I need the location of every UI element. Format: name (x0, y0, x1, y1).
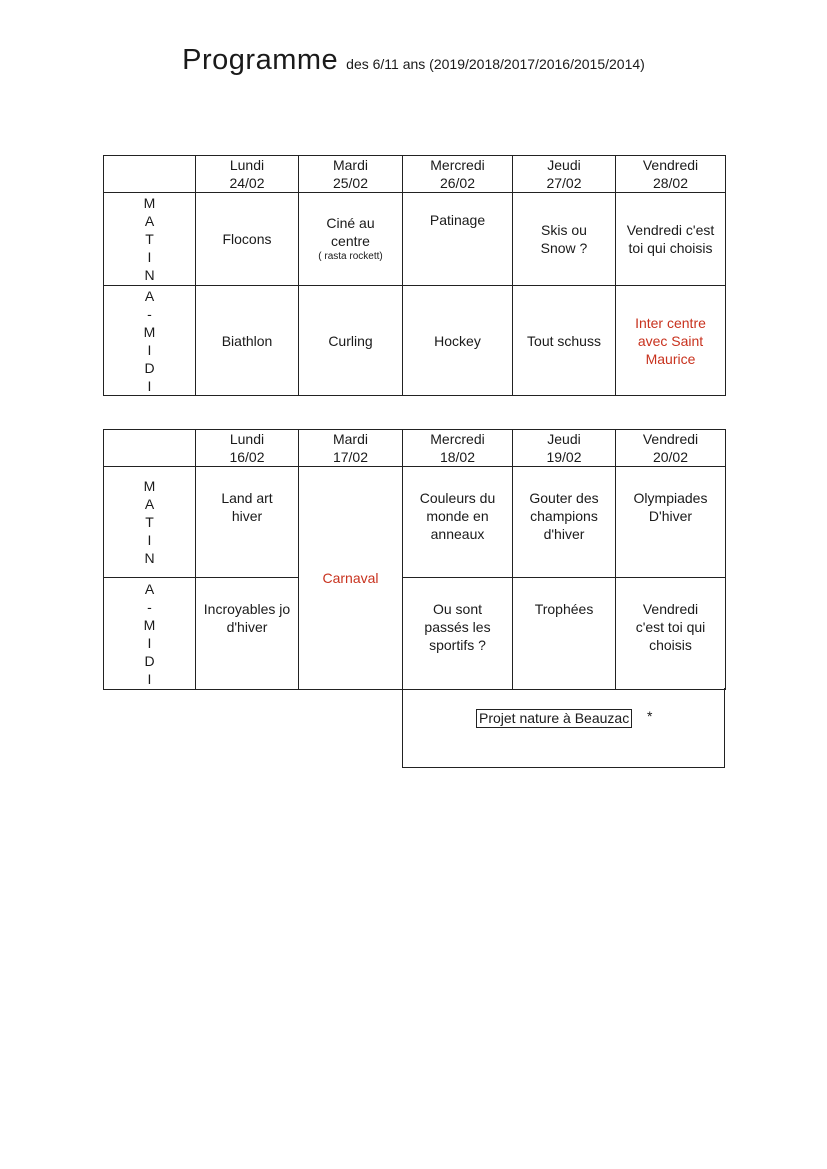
activity-cell: Land art hiver (196, 467, 299, 578)
period-label-matin: M A T I N (104, 467, 196, 578)
day-header: Mercredi 26/02 (403, 156, 513, 193)
projet-asterisk: * (647, 708, 653, 724)
morning-row (104, 467, 726, 578)
morning-row (104, 193, 726, 286)
period-label-apres-midi: A - M I D I (104, 578, 196, 690)
activity-cell: Olympiades D'hiver (616, 467, 726, 578)
day-header: Mardi 25/02 (299, 156, 403, 193)
activity-cell: Vendredi c'est toi qui choisis (616, 578, 726, 690)
day-header: Mercredi 18/02 (403, 430, 513, 467)
header-row (104, 156, 726, 193)
projet-box (402, 688, 725, 768)
day-header: Mardi 17/02 (299, 430, 403, 467)
activity-cell: Tout schuss (513, 286, 616, 396)
activity-cell: Skis ou Snow ? (513, 193, 616, 286)
activity-cell: Curling (299, 286, 403, 396)
schedule-table-week2 (103, 429, 726, 690)
period-label-apres-midi: A - M I D I (104, 286, 196, 396)
day-header: Jeudi 27/02 (513, 156, 616, 193)
activity-cell: Incroyables jo d'hiver (196, 578, 299, 690)
projet-label: Projet nature à Beauzac (476, 709, 632, 728)
activity-cell: Hockey (403, 286, 513, 396)
day-header: Lundi 16/02 (196, 430, 299, 467)
day-header: Jeudi 19/02 (513, 430, 616, 467)
schedule-table-week1 (103, 155, 726, 396)
period-label-matin: M A T I N (104, 193, 196, 286)
activity-cell: Gouter des champions d'hiver (513, 467, 616, 578)
afternoon-row (104, 286, 726, 396)
activity-cell: Trophées (513, 578, 616, 690)
activity-cell: Couleurs du monde en anneaux (403, 467, 513, 578)
activity-note: ( rasta rockett) (318, 251, 383, 262)
afternoon-row (104, 578, 726, 690)
title-subtitle: des 6/11 ans (2019/2018/2017/2016/2015/2014) (346, 56, 645, 72)
activity-cell: Patinage (403, 193, 513, 286)
activity-cell: Biathlon (196, 286, 299, 396)
activity-cell-carnaval: Carnaval (299, 467, 403, 690)
activity-cell-highlight: Inter centre avec Saint Maurice (616, 286, 726, 396)
activity-cell: Ciné au centre ( rasta rockett) (299, 193, 403, 286)
activity-cell: Flocons (196, 193, 299, 286)
activity-cell: Ou sont passés les sportifs ? (403, 578, 513, 690)
corner-cell (104, 156, 196, 193)
title-main: Programme (182, 44, 339, 76)
page-title (0, 44, 827, 77)
corner-cell (104, 430, 196, 467)
day-header: Lundi 24/02 (196, 156, 299, 193)
header-row (104, 430, 726, 467)
day-header: Vendredi 20/02 (616, 430, 726, 467)
day-header: Vendredi 28/02 (616, 156, 726, 193)
activity-cell: Vendredi c'est toi qui choisis (616, 193, 726, 286)
